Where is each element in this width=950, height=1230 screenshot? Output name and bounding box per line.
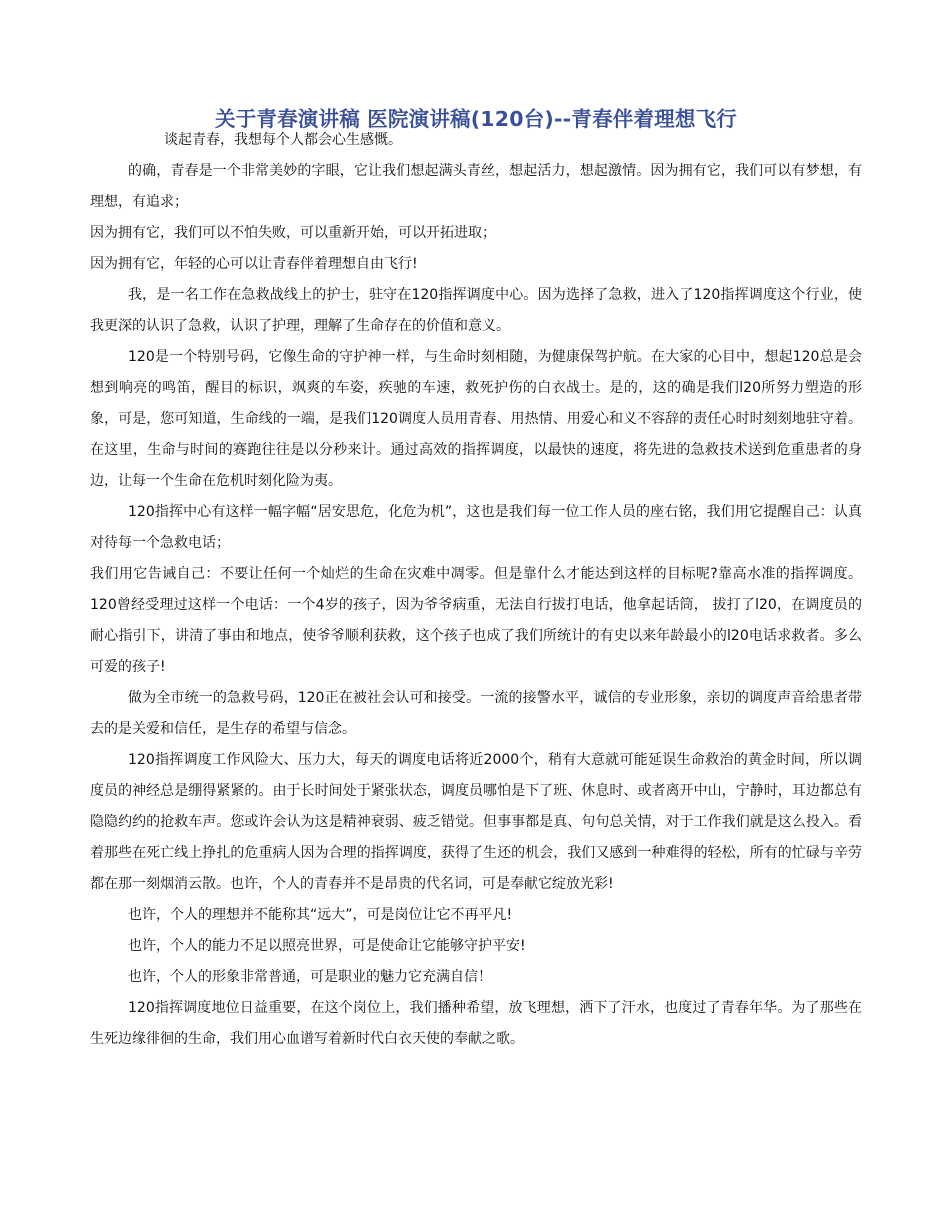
paragraph: 的确，青春是一个非常美妙的字眼，它让我们想起满头青丝，想起活力，想起激情。因为拥有它，我们可以有梦想，有理想，有追求； [90, 163, 862, 210]
document-body [90, 125, 862, 1055]
paragraph: 因为拥有它，年轻的心可以让青春伴着理想自由飞行! [90, 256, 418, 272]
paragraph: 也许，个人的理想并不能称其“远大”，可是岗位让它不再平凡! [128, 907, 513, 923]
document-title: 关于青春演讲稿 医院演讲稿(120台)--青春伴着理想飞行 [215, 107, 737, 131]
paragraph: 也许，个人的形象非常普通，可是职业的魅力它充满自信！ [128, 969, 492, 985]
paragraph: 我们用它告诫自己：不要让任何一个灿烂的生命在灾难中凋零。但是靠什么才能达到这样的目标呢?靠高水准的指挥调度。120曾经受理过这样一个电话：一个4岁的孩子，因为爷爷病重，无法自行拔打电话，他拿起话筒， 拔打了l20，在调度员的耐心指引下，讲清了事由和地点，使爷爷顺利获救，这个孩子也成了我们所统计的有史以来年龄最小的l20电话求救者。多么可爱的孩子! [90, 566, 862, 675]
paragraph: 120是一个特别号码，它像生命的守护神一样，与生命时刻相随，为健康保驾护航。在大家的心目中，想起120总是会想到响亮的鸣笛，醒目的标识，飒爽的车姿，疾驰的车速，救死护伤的白衣战士。是的，这的确是我们l20所努力塑造的形象，可是，您可知道，生命线的一端，是我们120调度人员用青春、用热情、用爱心和义不容辞的责任心时时刻刻地驻守着。在这里，生命与时间的赛跑往往是以分秒来计。通过高效的指挥调度，以最快的速度，将先进的急救技术送到危重患者的身边，让每一个生命在危机时刻化险为夷。 [90, 349, 862, 489]
paragraph: 我，是一名工作在急救战线上的护士，驻守在120指挥调度中心。因为选择了急救，进入了120指挥调度这个行业，使我更深的认识了急救，认识了护理，理解了生命存在的价值和意义。 [90, 287, 862, 334]
paragraph: 因为拥有它，我们可以不怕失败，可以重新开始，可以开拓进取； [90, 225, 496, 241]
paragraph: 也许，个人的能力不足以照亮世界，可是使命让它能够守护平安! [128, 938, 526, 954]
paragraph: 120指挥调度地位日益重要，在这个岗位上，我们播种希望，放飞理想，洒下了汗水，也度过了青春年华。为了那些在生死边缘徘徊的生命，我们用心血谱写着新时代白衣天使的奉献之歌。 [90, 1000, 862, 1047]
paragraph: 120指挥中心有这样一幅字幅“居安思危，化危为机”，这也是我们每一位工作人员的座右铭，我们用它提醒自己：认真对待每一个急救电话； [90, 504, 862, 551]
paragraph: 120指挥调度工作风险大、压力大，每天的调度电话将近2000个，稍有大意就可能延误生命救治的黄金时间，所以调度员的神经总是绷得紧紧的。由于长时间处于紧张状态，调度员哪怕是下了班、休息时、或者离开中山，宁静时，耳边都总有隐隐约约的抢救车声。您或许会认为这是精神衰弱、疲乏错觉。但事事都是真、句句总关情，对于工作我们就是这么投入。看着那些在死亡线上挣扎的危重病人因为合理的指挥调度，获得了生还的机会，我们又感到一种难得的轻松，所有的忙碌与辛劳都在那一刻烟消云散。也许，个人的青春并不是昂贵的代名词，可是奉献它绽放光彩! [90, 752, 862, 892]
paragraph: 谈起青春，我想每个人都会心生感慨。 [164, 132, 402, 148]
paragraph: 做为全市统一的急救号码，120正在被社会认可和接受。一流的接警水平，诚信的专业形象，亲切的调度声音给患者带去的是关爱和信任，是生存的希望与信念。 [90, 690, 862, 737]
